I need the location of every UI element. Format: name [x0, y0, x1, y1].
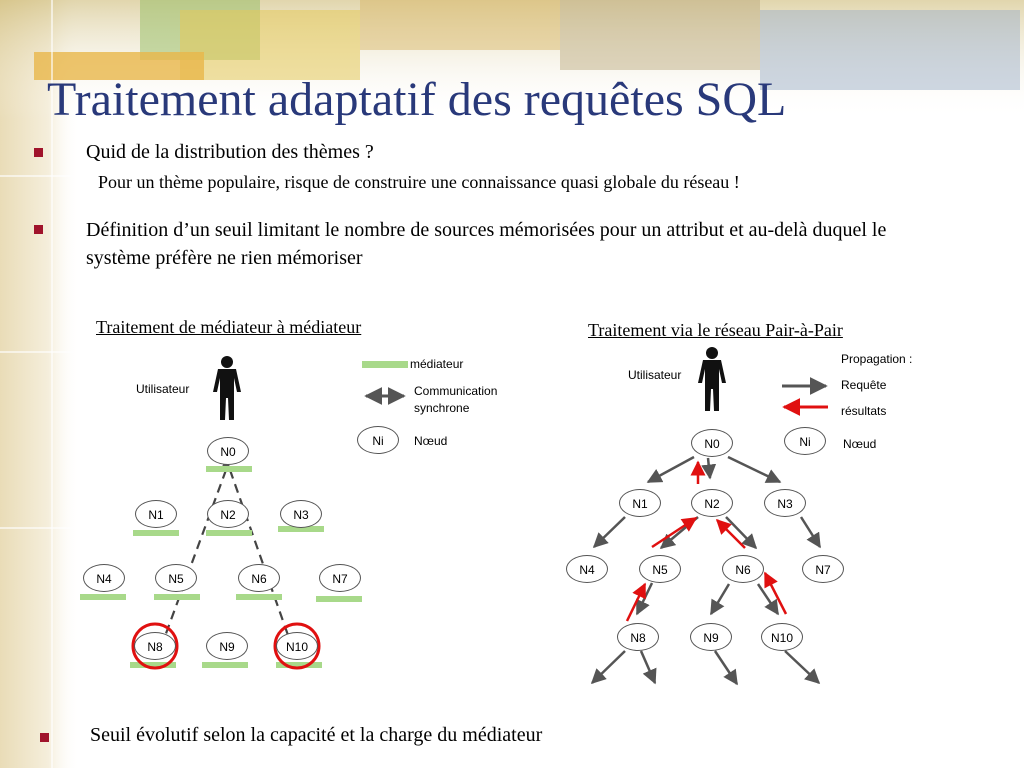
legend-node-symbol: Ni	[784, 427, 826, 455]
right-user-label: Utilisateur	[628, 368, 682, 382]
right-node: N7	[802, 555, 844, 583]
left-diagram-caption: Traitement de médiateur à médiateur	[96, 317, 362, 337]
legend-node-label: Nœud	[843, 437, 877, 451]
right-node: N8	[617, 623, 659, 651]
right-diagram-caption: Traitement via le réseau Pair-à-Pair	[588, 320, 843, 340]
left-node: N1	[135, 500, 177, 528]
right-node: N0	[691, 429, 733, 457]
right-user-figure	[698, 347, 726, 411]
left-user-figure	[213, 356, 241, 420]
legend-comm-label: Communication synchrone	[414, 384, 498, 415]
right-node: N9	[690, 623, 732, 651]
slide-title: Traitement adaptatif des requêtes SQL	[47, 73, 787, 126]
left-node: N4	[83, 564, 125, 592]
left-node: N8	[134, 632, 176, 660]
left-node: N3	[280, 500, 322, 528]
right-node: N5	[639, 555, 681, 583]
bullet-1-text: Quid de la distribution des thèmes ?	[86, 141, 374, 163]
legend-mediator-label: médiateur	[410, 357, 464, 371]
right-node: N1	[619, 489, 661, 517]
right-node: N2	[691, 489, 733, 517]
bullet-3-text: Seuil évolutif selon la capacité et la charge du médiateur	[90, 724, 543, 746]
right-node: N3	[764, 489, 806, 517]
legend-propagation-title: Propagation :	[841, 352, 913, 366]
legend-mediator-bar	[362, 361, 408, 368]
right-node: N6	[722, 555, 764, 583]
right-result-arrows	[627, 462, 786, 621]
left-sync-links	[157, 460, 296, 658]
legend-node-symbol: Ni	[357, 426, 399, 454]
right-node: N4	[566, 555, 608, 583]
right-node: N10	[761, 623, 803, 651]
left-node: N5	[155, 564, 197, 592]
left-node: N0	[207, 437, 249, 465]
bullet-1-subtext: Pour un thème populaire, risque de construire une connaissance quasi globale du réseau !	[98, 172, 740, 192]
left-node: N7	[319, 564, 361, 592]
left-node: N9	[206, 632, 248, 660]
left-node: N2	[207, 500, 249, 528]
legend-node-label: Nœud	[414, 434, 448, 448]
bullet-2-text: Définition d’un seuil limitant le nombre de sources mémorisées pour un attribut et au-delà duquel le système préfère ne rien mémoriser	[86, 219, 887, 269]
left-node: N6	[238, 564, 280, 592]
left-node: N10	[276, 632, 318, 660]
legend-results-label: résultats	[841, 404, 887, 418]
left-user-label: Utilisateur	[136, 382, 190, 396]
legend-request-label: Requête	[841, 378, 887, 392]
